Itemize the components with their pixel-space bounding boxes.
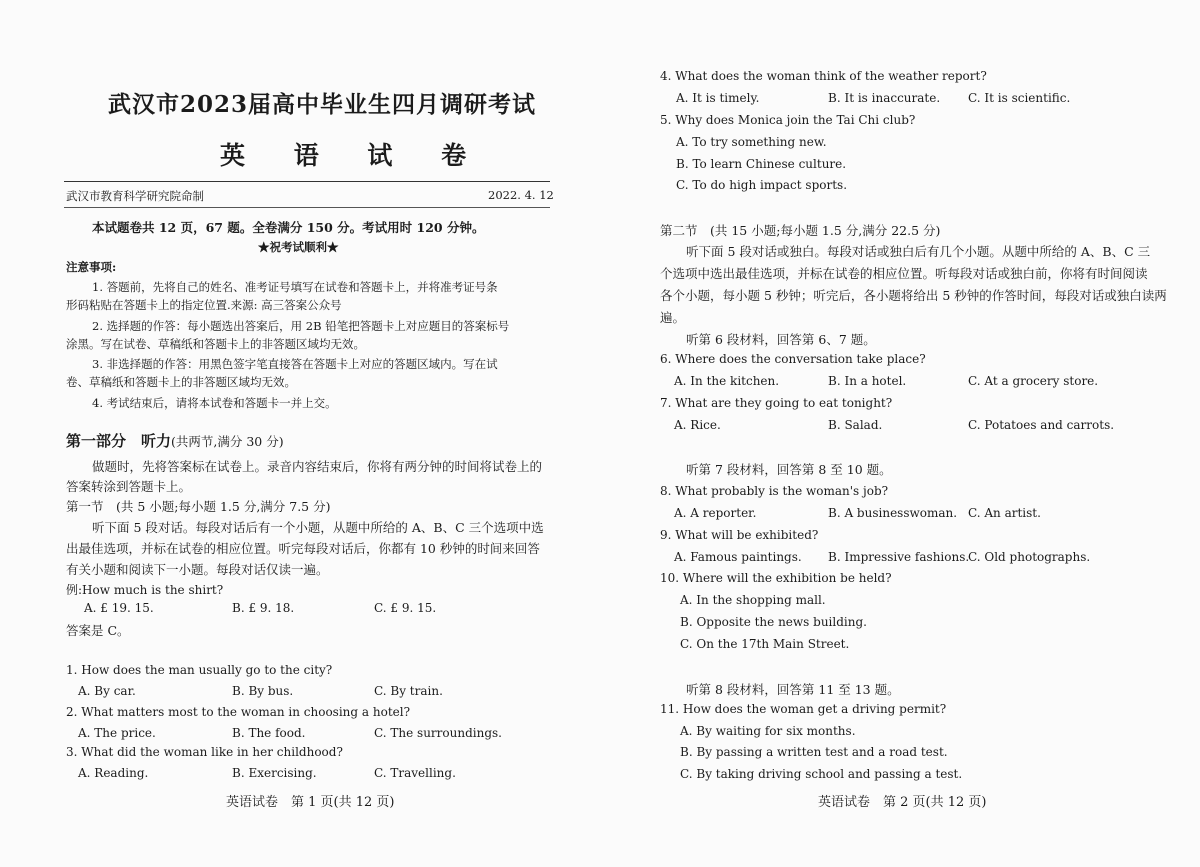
q4-option-c: C. It is scientific.	[968, 91, 1071, 105]
question-2: 2. What matters most to the woman in choosing a hotel?	[66, 705, 411, 719]
q1-option-a: A. By car.	[78, 684, 136, 698]
section2-instruction: 遍。	[660, 310, 686, 325]
section1-instruction: 出最佳选项，并标在试卷的相应位置。听完每段对话后，你都有 10 秒钟的时间来回答	[66, 541, 540, 556]
material-8-heading: 听第 8 段材料，回答第 11 至 13 题。	[686, 682, 900, 697]
part1-note: (共两节,满分 30 分)	[171, 434, 284, 449]
part1-instruction: 答案转涂到答题卡上。	[66, 479, 192, 494]
q1-option-c: C. By train.	[374, 684, 443, 698]
q7-option-c: C. Potatoes and carrots.	[968, 418, 1115, 432]
part1-instruction: 做题时，先将答案标在试卷上。录音内容结束后，你将有两分钟的时间将试卷上的	[92, 459, 543, 474]
q5-option-a: A. To try something new.	[676, 135, 827, 149]
q8-option-a: A. A reporter.	[674, 506, 757, 520]
exam-title: 武汉市2023届高中毕业生四月调研考试	[108, 91, 537, 118]
q3-option-b: B. Exercising.	[232, 766, 317, 780]
q5-option-c: C. To do high impact sports.	[676, 178, 848, 192]
q6-option-a: A. In the kitchen.	[674, 374, 780, 388]
question-4: 4. What does the woman think of the weather report?	[660, 69, 987, 83]
part1-heading	[66, 430, 284, 451]
header-bottom-rule	[64, 207, 550, 208]
q11-option-b: B. By passing a written test and a road test.	[680, 745, 948, 759]
q9-option-a: A. Famous paintings.	[674, 550, 802, 564]
good-luck-wish: ★祝考试顺利★	[258, 240, 339, 254]
note-line: 3. 非选择题的作答：用黑色签字笔直接答在答题卡上对应的答题区域内。写在试	[92, 357, 498, 371]
question-11: 11. How does the woman get a driving permit?	[660, 702, 947, 716]
section2-instruction: 各个小题，每小题 5 秒钟；听完后，各小题将给出 5 秒钟的作答时间，每段对话或独白读两	[660, 288, 1167, 303]
material-7-heading: 听第 7 段材料，回答第 8 至 10 题。	[686, 462, 892, 477]
q8-option-b: B. A businesswoman.	[828, 506, 958, 520]
exam-date: 2022. 4. 12	[488, 188, 554, 202]
header-top-rule	[64, 181, 550, 182]
q3-option-c: C. Travelling.	[374, 766, 456, 780]
section2-instruction: 个选项中选出最佳选项，并标在试卷的相应位置。听每段对话或独白前，你将有时间阅读	[660, 266, 1148, 281]
example-answer: 答案是 C。	[66, 623, 130, 638]
page-footer: 英语试卷 第 2 页(共 12 页)	[818, 795, 987, 810]
q11-option-a: A. By waiting for six months.	[680, 724, 856, 738]
q6-option-b: B. In a hotel.	[828, 374, 907, 388]
example-option-b: B. £ 9. 18.	[232, 601, 295, 615]
material-6-heading: 听第 6 段材料，回答第 6、7 题。	[686, 332, 876, 347]
q8-option-c: C. An artist.	[968, 506, 1041, 520]
q7-option-a: A. Rice.	[674, 418, 721, 432]
exam-subtitle: 英 语 试 卷	[220, 141, 487, 170]
note-line: 1. 答题前，先将自己的姓名、准考证号填写在试卷和答题卡上，并将准考证号条	[92, 280, 498, 294]
q11-option-c: C. By taking driving school and passing a test.	[680, 767, 963, 781]
question-3: 3. What did the woman like in her childhood?	[66, 745, 343, 759]
part1-title: 第一部分 听力	[66, 432, 172, 450]
q9-option-b: B. Impressive fashions.	[828, 550, 970, 564]
q4-option-a: A. It is timely.	[676, 91, 760, 105]
question-10: 10. Where will the exhibition be held?	[660, 571, 892, 585]
question-5: 5. Why does Monica join the Tai Chi club?	[660, 113, 916, 127]
q9-option-c: C. Old photographs.	[968, 550, 1091, 564]
question-6: 6. Where does the conversation take place?	[660, 352, 926, 366]
right-page	[600, 0, 1200, 867]
q2-option-b: B. The food.	[232, 726, 306, 740]
note-line: 卷、草稿纸和答题卡上的非答题区域均无效。	[66, 375, 296, 389]
example-option-a: A. £ 19. 15.	[84, 601, 154, 615]
note-line: 涂黑。写在试卷、草稿纸和答题卡上的非答题区域均无效。	[66, 337, 365, 351]
q10-option-a: A. In the shopping mall.	[680, 593, 826, 607]
example-question: 例:How much is the shirt?	[66, 583, 224, 597]
q3-option-a: A. Reading.	[78, 766, 149, 780]
section1-instruction: 听下面 5 段对话。每段对话后有一个小题，从题中所给的 A、B、C 三个选项中选	[92, 520, 544, 535]
question-8: 8. What probably is the woman's job?	[660, 484, 889, 498]
q10-option-b: B. Opposite the news building.	[680, 615, 867, 629]
example-option-c: C. £ 9. 15.	[374, 601, 437, 615]
note-line: 2. 选择题的作答：每小题选出答案后，用 2B 铅笔把答题卡上对应题目的答案标号	[92, 319, 510, 333]
question-1: 1. How does the man usually go to the city?	[66, 663, 333, 677]
publisher: 武汉市教育科学研究院命制	[66, 189, 204, 203]
question-9: 9. What will be exhibited?	[660, 528, 819, 542]
q4-option-b: B. It is inaccurate.	[828, 91, 941, 105]
section1-instruction: 有关小题和阅读下一小题。每段对话仅读一遍。	[66, 562, 329, 577]
q6-option-c: C. At a grocery store.	[968, 374, 1099, 388]
page-footer: 英语试卷 第 1 页(共 12 页)	[226, 795, 395, 810]
section2-instruction: 听下面 5 段对话或独白。每段对话或独白后有几个小题。从题中所给的 A、B、C 三	[686, 244, 1151, 259]
q5-option-b: B. To learn Chinese culture.	[676, 157, 847, 171]
q10-option-c: C. On the 17th Main Street.	[680, 637, 850, 651]
note-line: 形码粘贴在答题卡上的指定位置.来源: 高三答案公众号	[66, 298, 342, 312]
q2-option-c: C. The surroundings.	[374, 726, 502, 740]
question-7: 7. What are they going to eat tonight?	[660, 396, 893, 410]
q1-option-b: B. By bus.	[232, 684, 294, 698]
section1-title: 第一节 (共 5 小题;每小题 1.5 分,满分 7.5 分)	[66, 499, 331, 514]
exam-info: 本试题卷共 12 页，67 题。全卷满分 150 分。考试用时 120 分钟。	[92, 220, 485, 235]
q2-option-a: A. The price.	[78, 726, 156, 740]
note-line: 4. 考试结束后，请将本试卷和答题卡一并上交。	[92, 396, 337, 410]
section2-title: 第二节 (共 15 小题;每小题 1.5 分,满分 22.5 分)	[660, 223, 941, 238]
notes-heading: 注意事项:	[66, 260, 117, 274]
q7-option-b: B. Salad.	[828, 418, 883, 432]
